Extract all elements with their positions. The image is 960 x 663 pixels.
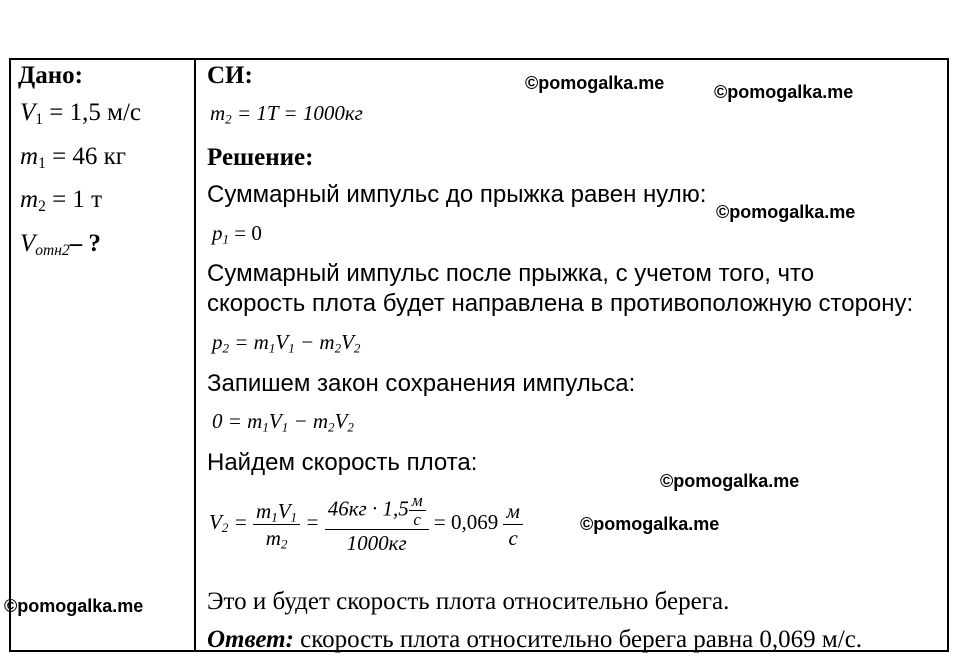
- watermark: ©pomogalka.me: [714, 82, 854, 102]
- given-unknown: $V_{отн2}-$ ?: [20, 230, 101, 259]
- fraction-m1v1-over-m2: $\frac{m_1V_1}{m_2}$: [253, 498, 300, 551]
- solution-line-3: Запишем закон сохранения импульса:: [207, 370, 636, 397]
- equation-p1: $p_1 = 0$: [212, 221, 262, 247]
- solution-heading: Решение:: [207, 144, 314, 171]
- answer-label: Ответ:: [207, 626, 294, 653]
- answer-text: скорость плота относительно берега равна 0,069 м/с.: [293, 626, 863, 653]
- watermark: ©pomogalka.me: [716, 202, 856, 222]
- watermark: ©pomogalka.me: [525, 73, 665, 93]
- answer-line: [207, 626, 862, 654]
- watermark: ©pomogalka.me: [660, 471, 800, 491]
- given-m1: $m_1 = 46$ кг: [20, 143, 127, 172]
- solution-line-4: Найдем скорость плота:: [207, 449, 478, 476]
- solution-line-2a: Суммарный импульс после прыжка, с учетом того, что: [207, 260, 815, 287]
- given-v1: $V_1 = 1,5$ м/с: [20, 99, 141, 128]
- si-heading: СИ:: [207, 62, 253, 89]
- fraction-numeric: 46кг · 1,5 $\frac{м}{с}$ 1000кг: [325, 492, 429, 556]
- si-formula: $m_2 = 1T = 1000кг$: [210, 101, 363, 127]
- solution-line-5: Это и будет скорость плота относительно берега.: [207, 588, 730, 615]
- solution-line-2b: скорость плота будет направлена в противоположную сторону:: [207, 290, 914, 317]
- result-unit: $\frac{м}{с}$: [503, 498, 522, 551]
- watermark: ©pomogalka.me: [4, 596, 144, 616]
- equation-p2: $p_2 = m_1V_1 - m_2V_2$: [212, 330, 361, 356]
- equation-v2: $V_2$ = $\frac{m_1V_1}{m_2}$ = 46кг · 1,5 $\frac{м}{с}$ 1000кг = 0,069 $\frac{м}{с}$: [209, 492, 523, 556]
- table-frame: [9, 58, 949, 652]
- watermark: ©pomogalka.me: [580, 514, 720, 534]
- equation-conservation: $0 = m_1V_1 - m_2V_2$: [212, 409, 354, 435]
- given-heading: Дано:: [18, 62, 83, 89]
- given-m2: $m_2 = 1$ т: [20, 186, 103, 215]
- column-divider: [194, 58, 196, 652]
- unit-m-per-s: $\frac{м}{с}$: [409, 492, 426, 529]
- solution-line-1: Суммарный импульс до прыжка равен нулю:: [207, 181, 707, 208]
